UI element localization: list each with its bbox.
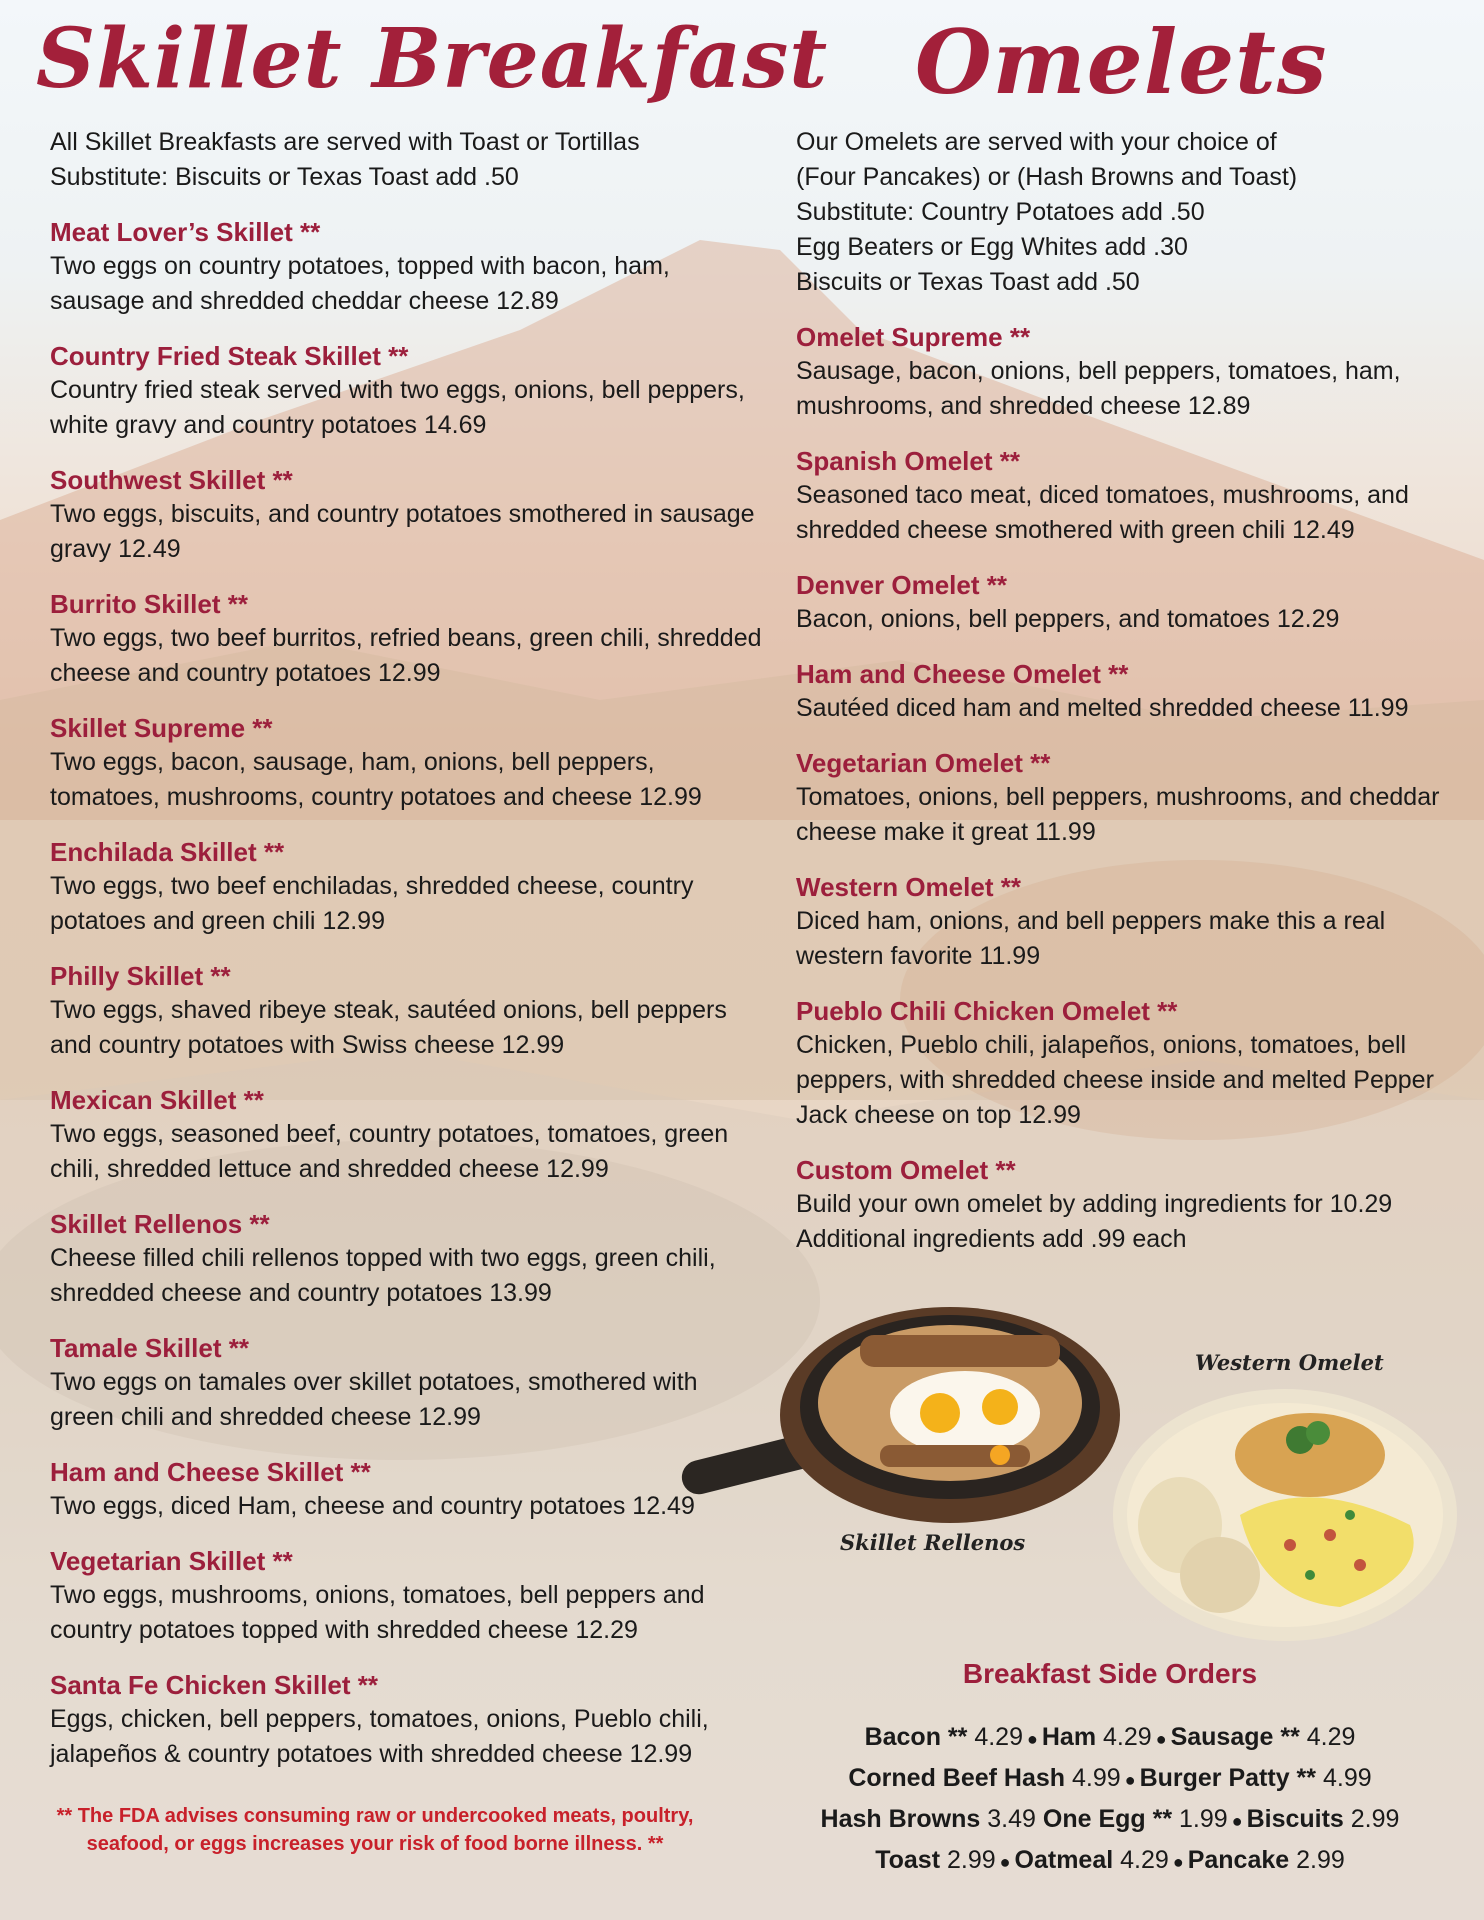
item-description: Two eggs, bacon, sausage, ham, onions, bell peppers, tomatoes, mushrooms, country potatoes and cheese 12.99 (50, 748, 702, 811)
item-name: Western Omelet ** (796, 872, 1021, 902)
item-name: Tamale Skillet ** (50, 1333, 249, 1363)
bullet-icon: ● (1172, 1852, 1184, 1872)
omelets-intro-line-3: Substitute: Country Potatoes add .50 (796, 198, 1205, 226)
side-toast-price: 2.99 (946, 1846, 996, 1874)
item-name: Ham and Cheese Omelet ** (796, 659, 1129, 689)
item-description: Two eggs, diced Ham, cheese and country potatoes 12.49 (50, 1492, 695, 1520)
side-corned-beef-hash: Corned Beef Hash (848, 1764, 1066, 1792)
item-description: Two eggs, two beef burritos, refried beans, green chili, shredded cheese and country potatoes 12.99 (50, 624, 762, 687)
item-description: Two eggs on tamales over skillet potatoes, smothered with green chili and shredded cheese 12.99 (50, 1368, 698, 1431)
side-oatmeal: Oatmeal (1014, 1846, 1114, 1874)
menu-item (50, 1668, 765, 1772)
menu-item (50, 835, 765, 939)
item-name: Enchilada Skillet ** (50, 837, 285, 867)
side-orders-row-1 (760, 1718, 1460, 1759)
side-burger-patty-price: 4.99 (1322, 1764, 1372, 1792)
item-name: Burrito Skillet ** (50, 589, 248, 619)
menu-item (50, 959, 765, 1063)
item-name: Santa Fe Chicken Skillet ** (50, 1670, 379, 1700)
omelets-intro-line-2: (Four Pancakes) or (Hash Browns and Toast) (796, 163, 1298, 191)
bullet-icon: ● (1231, 1811, 1243, 1831)
item-description: Chicken, Pueblo chili, jalapeños, onions, tomatoes, bell peppers, with shredded cheese inside and melted Pepper Jack cheese on top 12.99 (796, 1031, 1434, 1129)
fda-notice: ** The FDA advises consuming raw or undercooked meats, poultry, seafood, or eggs increases your risk of food borne illness. ** (56, 1805, 694, 1855)
item-description: Two eggs, shaved ribeye steak, sautéed onions, bell peppers and country potatoes with Swiss cheese 12.99 (50, 996, 727, 1059)
skillet-intro-line-2: Substitute: Biscuits or Texas Toast add .50 (50, 163, 519, 191)
item-description: Two eggs, two beef enchiladas, shredded cheese, country potatoes and green chili 12.99 (50, 872, 694, 935)
item-description: Eggs, chicken, bell peppers, tomatoes, onions, Pueblo chili, jalapeños & country potatoes with shredded cheese 12.99 (50, 1705, 709, 1768)
side-one-egg-price: 1.99 (1179, 1805, 1228, 1833)
side-oatmeal-price: 4.29 (1120, 1846, 1169, 1874)
side-orders-row-3 (760, 1800, 1460, 1841)
menu-item (50, 587, 765, 691)
skillet-rellenos-caption: Skillet Rellenos (840, 1530, 1026, 1555)
item-name: Vegetarian Skillet ** (50, 1546, 293, 1576)
side-burger-patty: Burger Patty ** (1139, 1764, 1317, 1792)
item-description: Country fried steak served with two eggs, onions, bell peppers, white gravy and country potatoes 14.69 (50, 376, 745, 439)
item-name: Vegetarian Omelet ** (796, 748, 1051, 778)
skillet-intro-line-1: All Skillet Breakfasts are served with Toast or Tortillas (50, 128, 640, 156)
item-name: Country Fried Steak Skillet ** (50, 341, 409, 371)
menu-item (50, 1455, 765, 1524)
side-pancake: Pancake (1187, 1846, 1290, 1874)
item-name: Southwest Skillet ** (50, 465, 293, 495)
menu-item (50, 215, 765, 319)
menu-item (50, 711, 765, 815)
menu-item (796, 1153, 1461, 1257)
item-description: Build your own omelet by adding ingredients for 10.29 Additional ingredients add .99 each (796, 1190, 1393, 1253)
item-description: Tomatoes, onions, bell peppers, mushrooms, and cheddar cheese make it great 11.99 (796, 783, 1440, 846)
side-ham: Ham (1041, 1723, 1097, 1751)
menu-item (796, 746, 1461, 850)
side-biscuits: Biscuits (1246, 1805, 1344, 1833)
item-description: Bacon, onions, bell peppers, and tomatoes 12.29 (796, 605, 1340, 633)
omelets-intro (796, 125, 1461, 300)
bullet-icon: ● (1027, 1729, 1038, 1749)
menu-item (50, 1544, 765, 1648)
skillet-rellenos-photo (680, 1295, 1120, 1525)
omelets-intro-line-1: Our Omelets are served with your choice of (796, 128, 1277, 156)
side-biscuits-price: 2.99 (1350, 1805, 1400, 1833)
side-orders-row-2 (760, 1759, 1460, 1800)
side-bacon: Bacon ** (864, 1723, 968, 1751)
menu-item (796, 994, 1461, 1133)
side-ham-price: 4.29 (1103, 1723, 1152, 1751)
omelets-intro-line-5: Biscuits or Texas Toast add .50 (796, 268, 1140, 296)
menu-item (796, 568, 1461, 637)
item-name: Pueblo Chili Chicken Omelet ** (796, 996, 1178, 1026)
western-omelet-photo (1110, 1385, 1460, 1645)
menu-item (796, 320, 1461, 424)
menu-item (50, 1331, 765, 1435)
skillet-breakfast-title: Skillet Breakfast (36, 11, 829, 107)
item-name: Skillet Supreme ** (50, 713, 273, 743)
item-description: Two eggs on country potatoes, topped with bacon, ham, sausage and shredded cheddar cheese 12.89 (50, 252, 670, 315)
side-pancake-price: 2.99 (1296, 1846, 1345, 1874)
item-name: Custom Omelet ** (796, 1155, 1016, 1185)
item-description: Two eggs, biscuits, and country potatoes smothered in sausage gravy 12.49 (50, 500, 755, 563)
omelets-column (796, 125, 1461, 1257)
side-corned-beef-hash-price: 4.99 (1072, 1764, 1121, 1792)
menu-item (796, 870, 1461, 974)
item-name: Mexican Skillet ** (50, 1085, 264, 1115)
menu-item (796, 444, 1461, 548)
item-description: Sautéed diced ham and melted shredded cheese 11.99 (796, 694, 1409, 722)
item-description: Two eggs, seasoned beef, country potatoes, tomatoes, green chili, shredded lettuce and shredded cheese 12.99 (50, 1120, 729, 1183)
item-name: Meat Lover’s Skillet ** (50, 217, 321, 247)
item-description: Sausage, bacon, onions, bell peppers, tomatoes, ham, mushrooms, and shredded cheese 12.89 (796, 357, 1401, 420)
side-orders-list (760, 1718, 1460, 1882)
side-toast: Toast (875, 1846, 941, 1874)
item-name: Ham and Cheese Skillet ** (50, 1457, 371, 1487)
western-omelet-caption: Western Omelet (1195, 1350, 1384, 1375)
item-name: Omelet Supreme ** (796, 322, 1031, 352)
item-name: Spanish Omelet ** (796, 446, 1020, 476)
omelets-title: Omelets (915, 10, 1328, 114)
side-hash-browns-price: 3.49 (987, 1805, 1036, 1833)
side-orders-row-4 (760, 1841, 1460, 1882)
bullet-icon: ● (1124, 1770, 1136, 1790)
menu-item (50, 339, 765, 443)
side-hash-browns: Hash Browns (820, 1805, 981, 1833)
item-name: Philly Skillet ** (50, 961, 231, 991)
side-sausage: Sausage ** (1170, 1723, 1300, 1751)
item-description: Seasoned taco meat, diced tomatoes, mushrooms, and shredded cheese smothered with green chili 12.49 (796, 481, 1409, 544)
side-one-egg: One Egg ** (1042, 1805, 1173, 1833)
item-name: Skillet Rellenos ** (50, 1209, 270, 1239)
skillet-column (50, 125, 765, 1772)
item-description: Cheese filled chili rellenos topped with two eggs, green chili, shredded cheese and country potatoes 13.99 (50, 1244, 716, 1307)
menu-item (50, 463, 765, 567)
side-orders-title: Breakfast Side Orders (962, 1658, 1258, 1689)
skillet-intro (50, 125, 765, 195)
omelets-intro-line-4: Egg Beaters or Egg Whites add .30 (796, 233, 1188, 261)
side-sausage-price: 4.29 (1306, 1723, 1356, 1751)
item-description: Diced ham, onions, and bell peppers make this a real western favorite 11.99 (796, 907, 1386, 970)
item-name: Denver Omelet ** (796, 570, 1007, 600)
bullet-icon: ● (999, 1852, 1011, 1872)
menu-item (50, 1083, 765, 1187)
side-bacon-price: 4.29 (974, 1723, 1023, 1751)
item-description: Two eggs, mushrooms, onions, tomatoes, bell peppers and country potatoes topped with shredded cheese 12.29 (50, 1581, 705, 1644)
bullet-icon: ● (1155, 1729, 1167, 1749)
menu-item (50, 1207, 765, 1311)
menu-item (796, 657, 1461, 726)
